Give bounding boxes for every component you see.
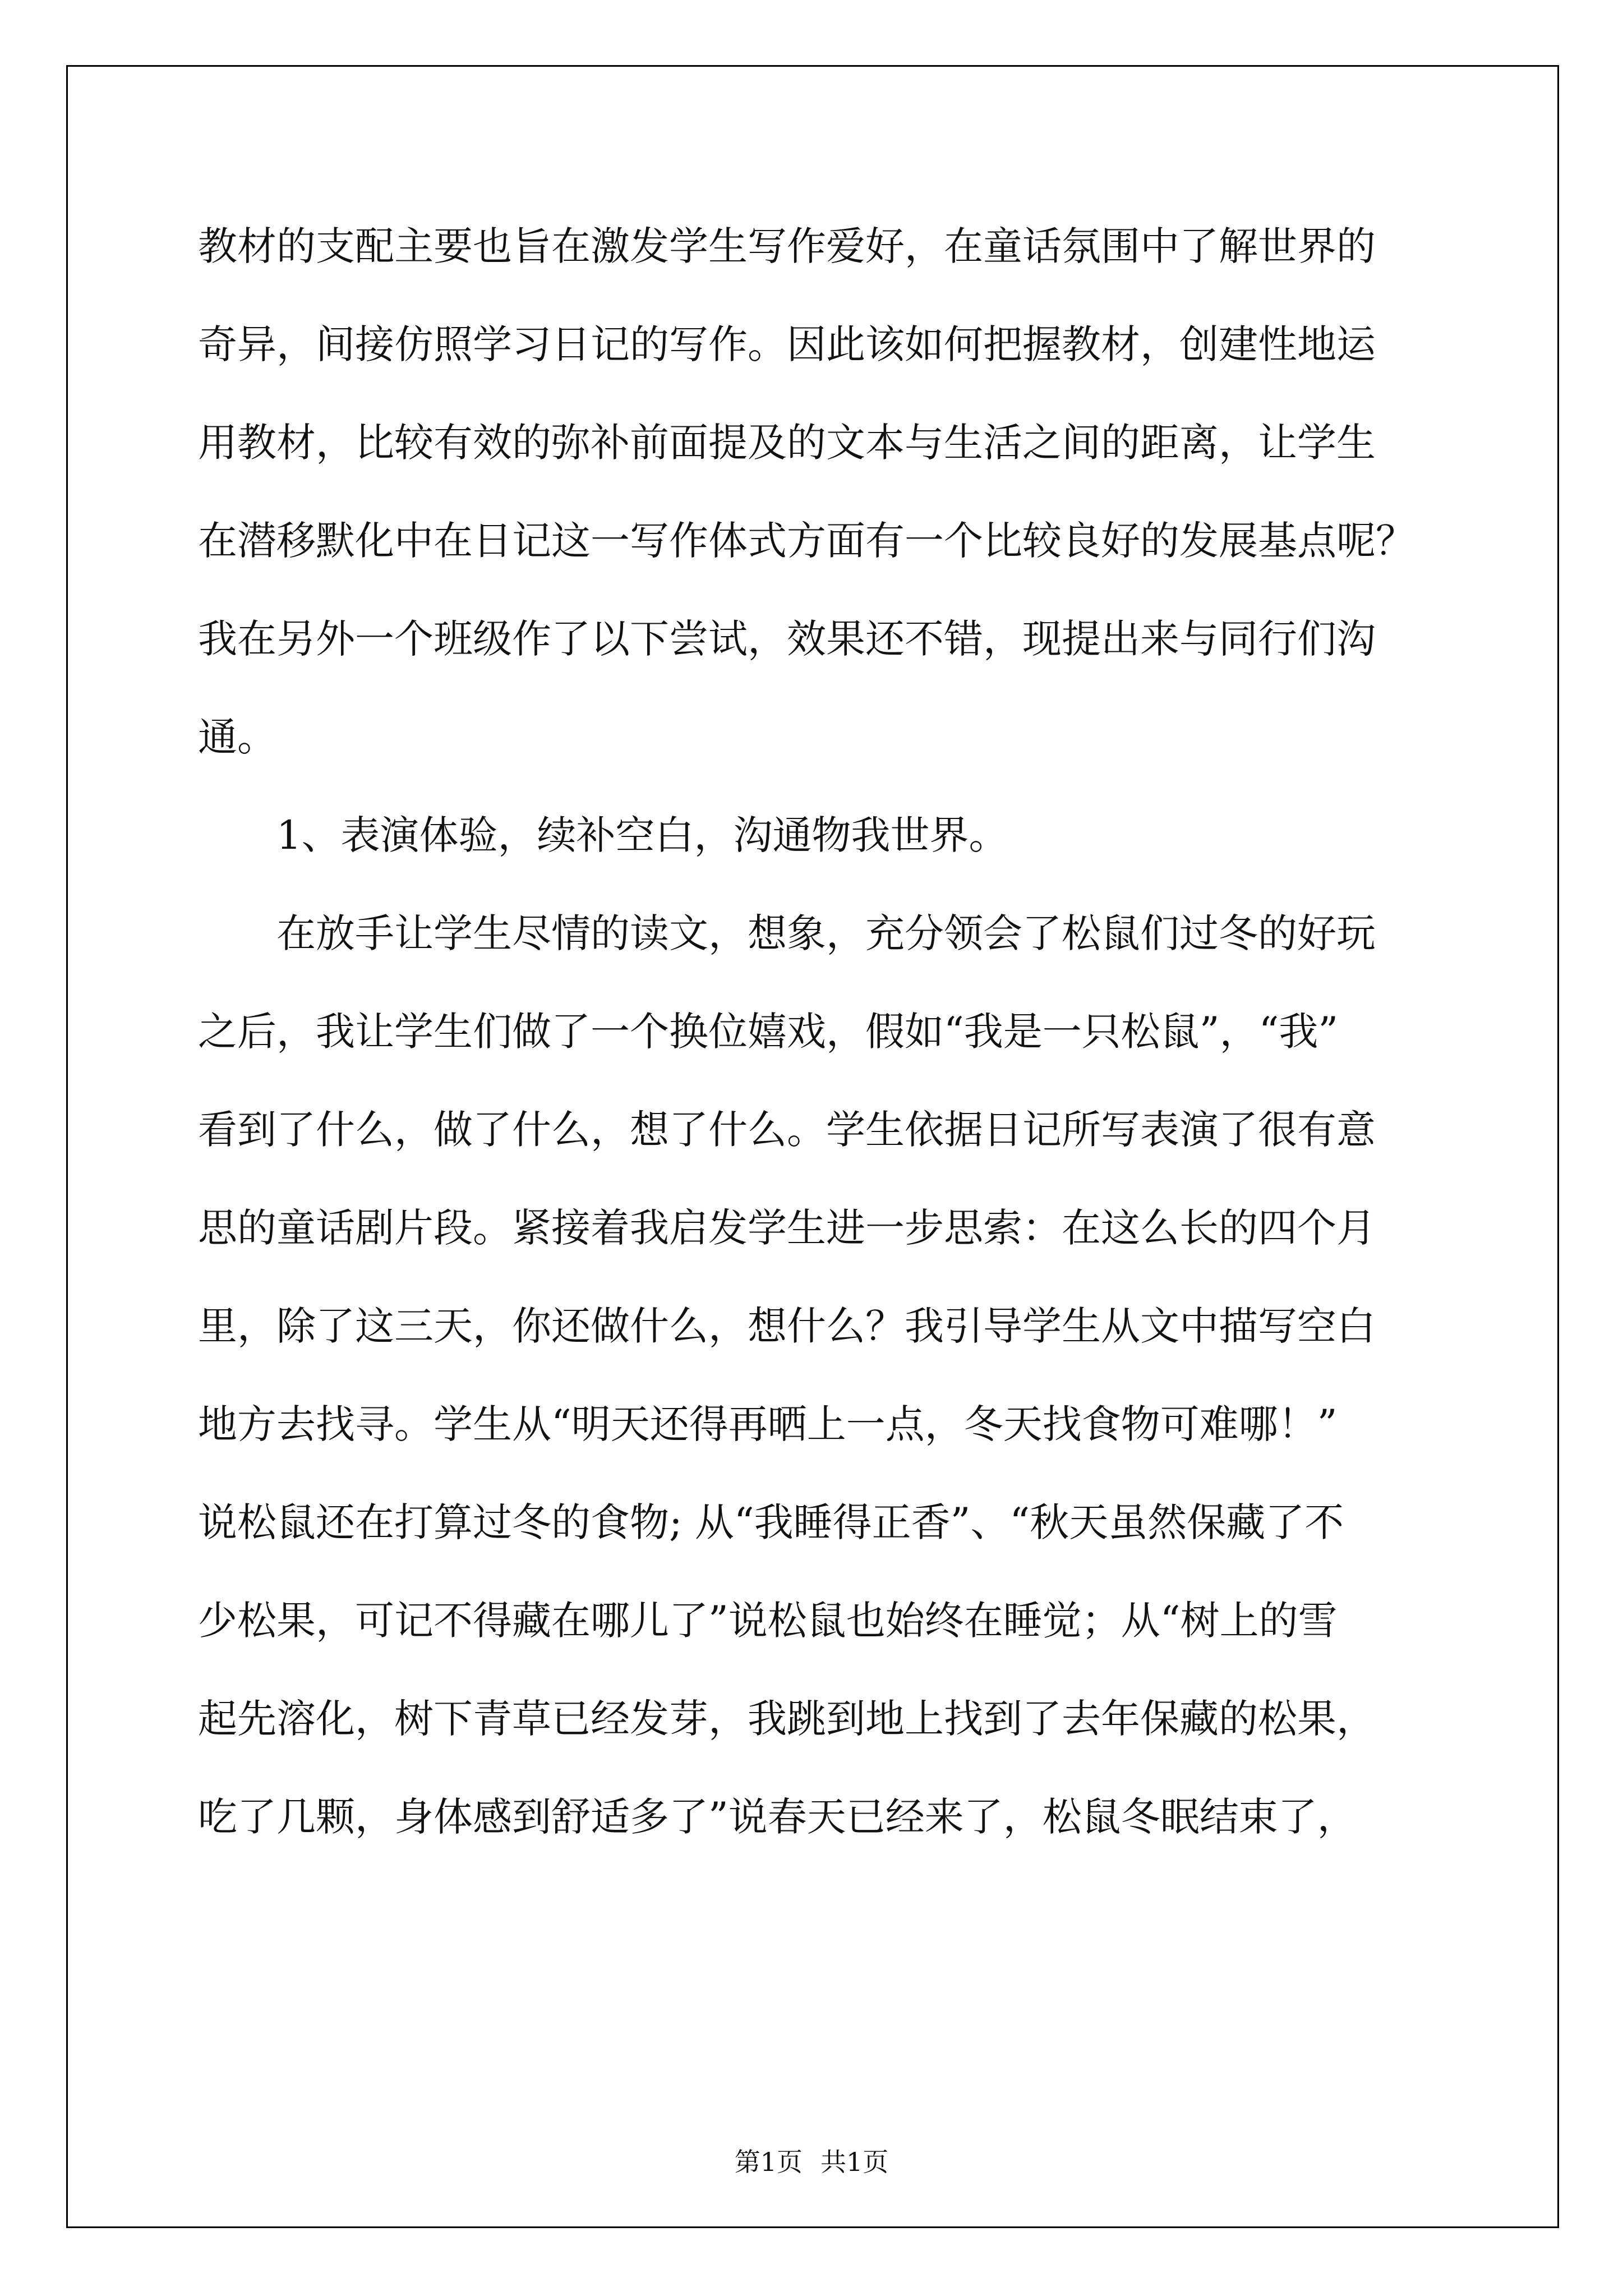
text-line: 吃了几颗，身体感到舒适多了”说春天已经来了，松鼠冬眠结束了， [198, 1794, 1357, 1840]
text-line: 在放手让学生尽情的读文，想象，充分领会了松鼠们过冬的好玩 [276, 910, 1376, 956]
text-line: 用教材，比较有效的弥补前面提及的文本与生活之间的距离，让学生 [198, 420, 1376, 466]
text-line: 地方去找寻。学生从“明天还得再晒上一点，冬天找食物可难哪！” [198, 1401, 1338, 1447]
text-line: 里，除了这三天，你还做什么，想什么？我引导学生从文中描写空白 [198, 1303, 1376, 1349]
text-line: 奇异，间接仿照学习日记的写作。因此该如何把握教材，创建性地运 [198, 321, 1376, 367]
page-number-current: 第1页 [734, 2147, 803, 2177]
text-line: 思的童话剧片段。紧接着我启发学生进一步思索：在这么长的四个月 [198, 1205, 1376, 1251]
text-line: 教材的支配主要也旨在激发学生写作爱好，在童话氛围中了解世界的 [198, 223, 1376, 269]
text-line: 我在另外一个班级作了以下尝试，效果还不错，现提出来与同行们沟 [198, 616, 1376, 662]
section-heading: 1、表演体验，续补空白，沟通物我世界。 [276, 812, 1008, 858]
text-line: 看到了什么，做了什么，想了什么。学生依据日记所写表演了很有意 [198, 1107, 1376, 1153]
page-footer [0, 2146, 1623, 2178]
text-line: 说松鼠还在打算过冬的食物; 从“我睡得正香”、“秋天虽然保藏了不 [198, 1499, 1344, 1545]
text-line: 在潜移默化中在日记这一写作体式方面有一个比较良好的发展基点呢？ [198, 518, 1415, 564]
document-body [198, 197, 1460, 1866]
text-line: 之后，我让学生们做了一个换位嬉戏，假如“我是一只松鼠”，“我” [198, 1009, 1339, 1055]
text-line: 通。 [198, 714, 276, 760]
text-line: 起先溶化，树下青草已经发芽，我跳到地上找到了去年保藏的松果， [198, 1696, 1376, 1742]
text-line: 少松果，可记不得藏在哪儿了”说松鼠也始终在睡觉；从“树上的雪 [198, 1598, 1338, 1644]
page-number-total: 共1页 [820, 2147, 889, 2177]
